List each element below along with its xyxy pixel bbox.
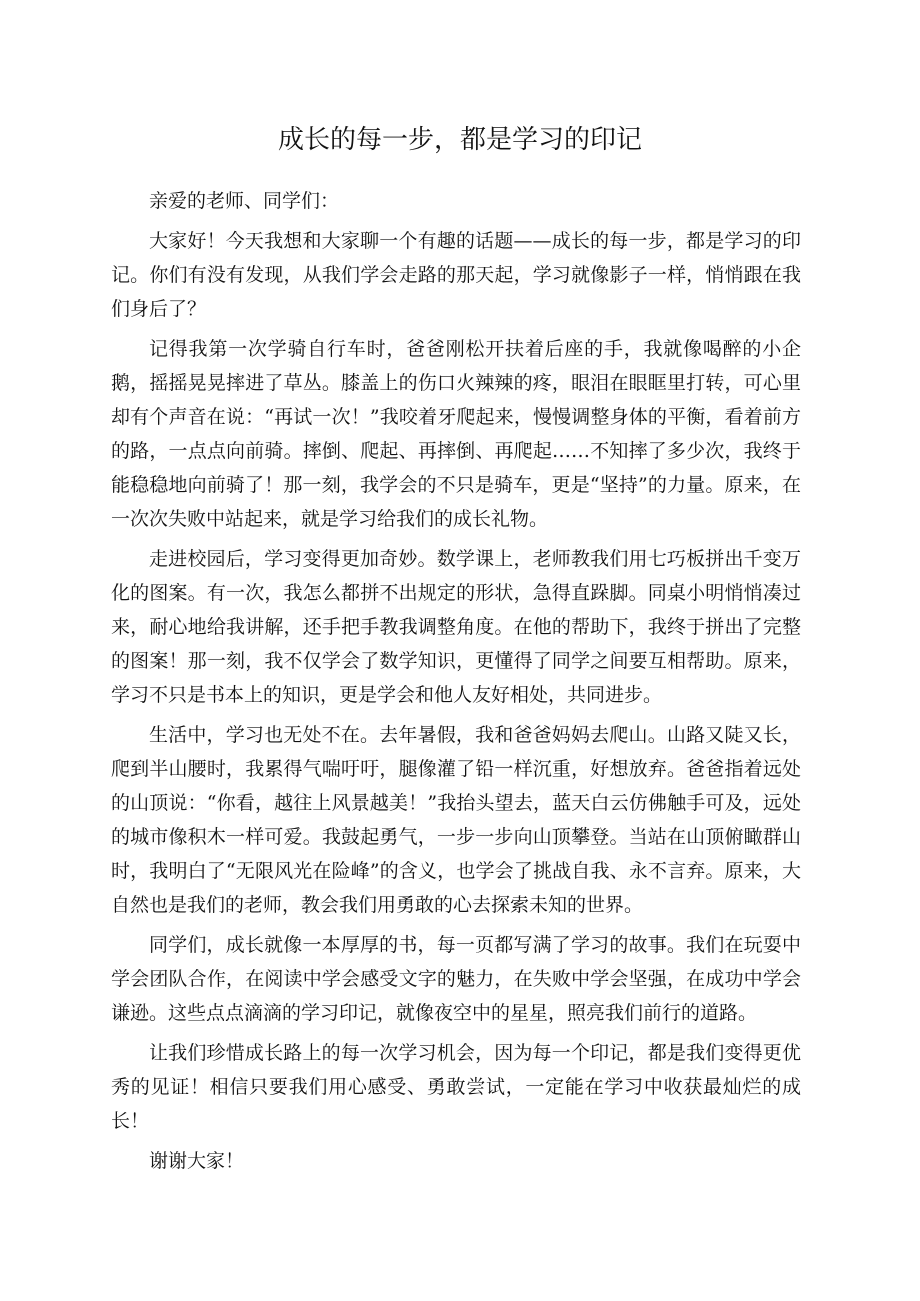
paragraph-school: 走进校园后，学习变得更加奇妙。数学课上，老师教我们用七巧板拼出千变万化的图案。有一次，我怎么都拼不出规定的形状，急得直跺脚。同桌小明悄悄凑过来，耐心地给我讲解，还手把手教我调整角度。在他的帮助下，我终于拼出了完整的图案！那一刻，我不仅学会了数学知识，更懂得了同学之间要互相帮助。原来，学习不只是书本上的知识，更是学会和他人友好相处，共同进步。	[111, 548, 801, 706]
paragraph-call-to-action: 让我们珍惜成长路上的每一次学习机会，因为每一个印记，都是我们变得更优秀的见证！相信只要我们用心感受、勇敢尝试，一定能在学习中收获最灿烂的成长！	[111, 1042, 801, 1132]
document-body	[111, 184, 801, 1184]
salutation: 亲爱的老师、同学们：	[149, 190, 340, 212]
paragraph-summary: 同学们，成长就像一本厚厚的书，每一页都写满了学习的故事。我们在玩耍中学会团队合作，在阅读中学会感受文字的魅力，在失败中学会坚强，在成功中学会谦逊。这些点点滴滴的学习印记，就像夜空中的星星，照亮我们前行的道路。	[111, 934, 801, 1024]
closing: 谢谢大家！	[149, 1150, 245, 1172]
paragraph-intro: 大家好！今天我想和大家聊一个有趣的话题——成长的每一步，都是学习的印记。你们有没有发现，从我们学会走路的那天起，学习就像影子一样，悄悄跟在我们身后了？	[111, 230, 801, 320]
page-title: 成长的每一步，都是学习的印记	[277, 125, 642, 155]
paragraph-bicycle: 记得我第一次学骑自行车时，爸爸刚松开扶着后座的手，我就像喝醉的小企鹅，摇摇晃晃摔进了草丛。膝盖上的伤口火辣辣的疼，眼泪在眼眶里打转，可心里却有个声音在说：“再试一次！”我咬着牙爬起来，慢慢调整身体的平衡，看着前方的路，一点点向前骑。摔倒、爬起、再摔倒、再爬起……不知摔了多少次，我终于能稳稳地向前骑了！那一刻，我学会的不只是骑车，更是“坚持”的力量。原来，在一次次失败中站起来，就是学习给我们的成长礼物。	[111, 338, 801, 530]
paragraph-life: 生活中，学习也无处不在。去年暑假，我和爸爸妈妈去爬山。山路又陡又长，爬到半山腰时，我累得气喘吁吁，腿像灌了铅一样沉重，好想放弃。爸爸指着远处的山顶说：“你看，越往上风景越美！”我抬头望去，蓝天白云仿佛触手可及，远处的城市像积木一样可爱。我鼓起勇气，一步一步向山顶攀登。当站在山顶俯瞰群山时，我明白了“无限风光在险峰”的含义，也学会了挑战自我、永不言弃。原来，大自然也是我们的老师，教会我们用勇敢的心去探索未知的世界。	[111, 724, 801, 916]
